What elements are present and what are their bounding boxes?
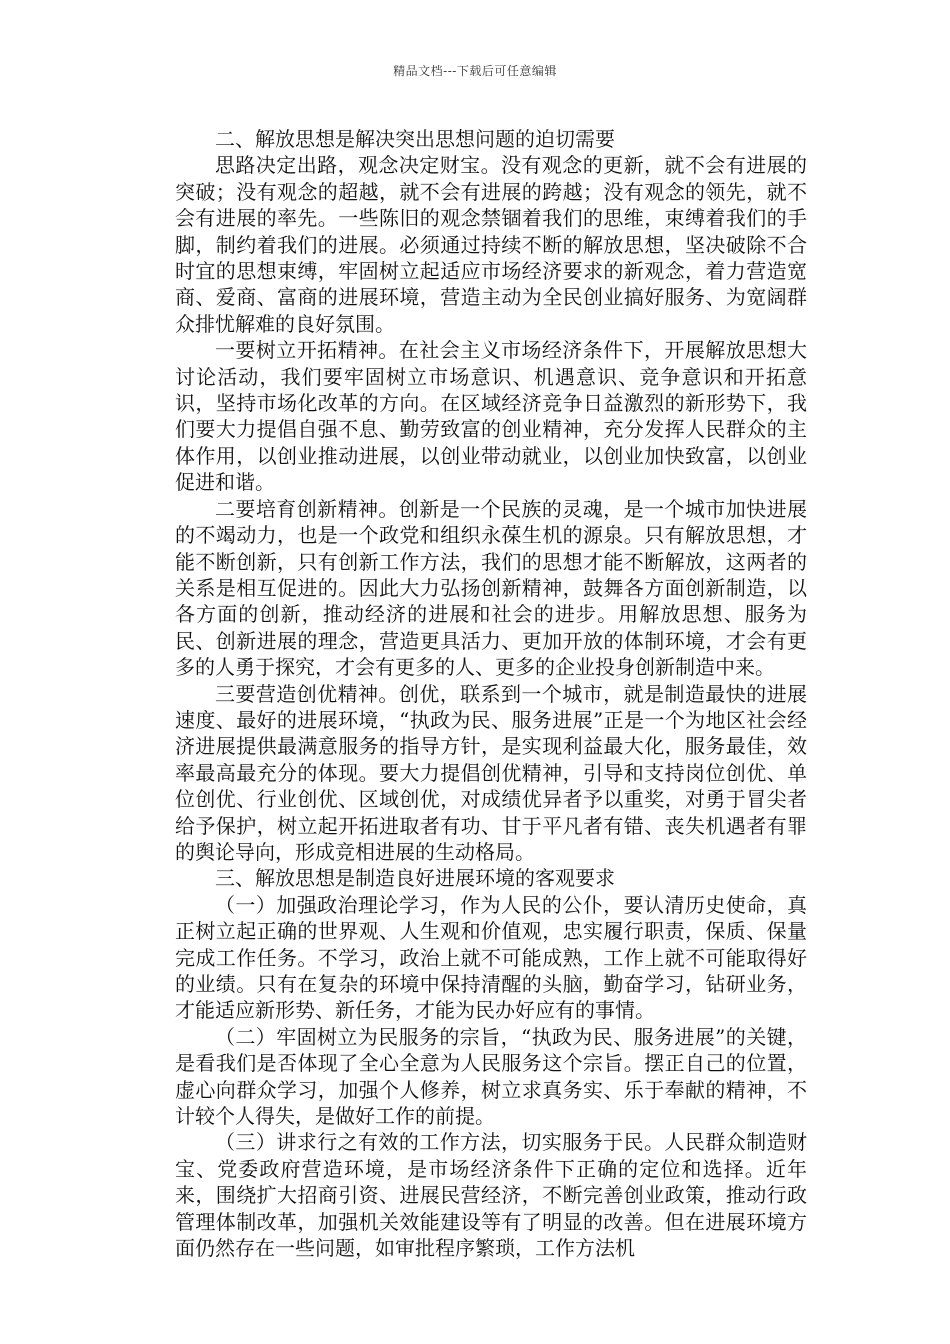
paragraph-pioneering-spirit: 一要树立开拓精神。在社会主义市场经济条件下，开展解放思想大讨论活动，我们要牢固树立市场意识、机遇意识、竞争意识和开拓意识，坚持市场化改革的方向。在区域经济竞争日益激烈的新形势下，我们要大力提倡自强不息、勤劳致富的创业精神，充分发挥人民群众的主体作用，以创业推动进展，以创业带动就业，以创业加快致富，以创业促进和谐。: [175, 338, 807, 495]
page-header: 精品文档---下载后可任意编辑: [393, 64, 557, 78]
paragraph-excellence-spirit: 三要营造创优精神。创优，联系到一个城市，就是制造最快的进展速度、最好的进展环境，“执政为民、服务进展”正是一个为地区社会经济进展提供最满意服务的指导方针，是实现利益最大化，服务最佳，效率最高最充分的体现。要大力提倡创优精神，引导和支持岗位创优、单位创优、行业创优、区域创优，对成绩优异者予以重奖，对勇于冒尖者给予保护，树立起开拓进取者有功、甘于平凡者有错、丧失机遇者有罪的舆论导向，形成竞相进展的生动格局。: [175, 681, 807, 864]
paragraph-work-methods: （三）讲求行之有效的工作方法，切实服务于民。人民群众制造财宝、党委政府营造环境，是市场经济条件下正确的定位和选择。近年来，围绕扩大招商引资、进展民营经济，不断完善创业政策，推动行政管理体制改革，加强机关效能建设等有了明显的改善。但在进展环境方面仍然存在一些问题，如审批程序繁琐，工作方法机: [175, 1130, 807, 1261]
paragraph-thinking-decides: 思路决定出路，观念决定财宝。没有观念的更新，就不会有进展的突破；没有观念的超越，就不会有进展的跨越；没有观念的领先，就不会有进展的率先。一些陈旧的观念禁锢着我们的思维，束缚着我们的手脚，制约着我们的进展。必须通过持续不断的解放思想，坚决破除不合时宜的思想束缚，牢固树立起适应市场经济要求的新观念，着力营造宽商、爱商、富商的进展环境，营造主动为全民创业搞好服务、为宽阔群众排忧解难的良好氛围。: [175, 153, 807, 336]
document-body: [175, 126, 807, 1261]
paragraph-service-purpose: （二）牢固树立为民服务的宗旨，“执政为民、服务进展”的关键，是看我们是否体现了全心全意为人民服务这个宗旨。摆正自己的位置，虚心向群众学习，加强个人修养，树立求真务实、乐于奉献的精神，不计较个人得失，是做好工作的前提。: [175, 1024, 807, 1129]
section-heading-3: 三、解放思想是制造良好进展环境的客观要求: [215, 866, 615, 891]
paragraph-political-study: （一）加强政治理论学习，作为人民的公仆，要认清历史使命，真正树立起正确的世界观、人生观和价值观，忠实履行职责，保质、保量完成工作任务。不学习，政治上就不可能成熟，工作上就不可能取得好的业绩。只有在复杂的环境中保持清醒的头脑，勤奋学习，钻研业务，才能适应新形势、新任务，才能为民办好应有的事情。: [175, 892, 807, 1023]
section-heading-2: 二、解放思想是解决突出思想问题的迫切需要: [215, 127, 615, 151]
paragraph-innovation-spirit: 二要培育创新精神。创新是一个民族的灵魂，是一个城市加快进展的不竭动力，也是一个政党和组织永葆生机的源泉。只有解放思想，才能不断创新，只有创新工作方法，我们的思想才能不断解放，这两者的关系是相互促进的。因此大力弘扬创新精神，鼓舞各方面创新制造，以各方面的创新，推动经济的进展和社会的进步。用解放思想、服务为民、创新进展的理念，营造更具活力、更加开放的体制环境，才会有更多的人勇于探究，才会有更多的人、更多的企业投身创新制造中来。: [175, 496, 807, 680]
